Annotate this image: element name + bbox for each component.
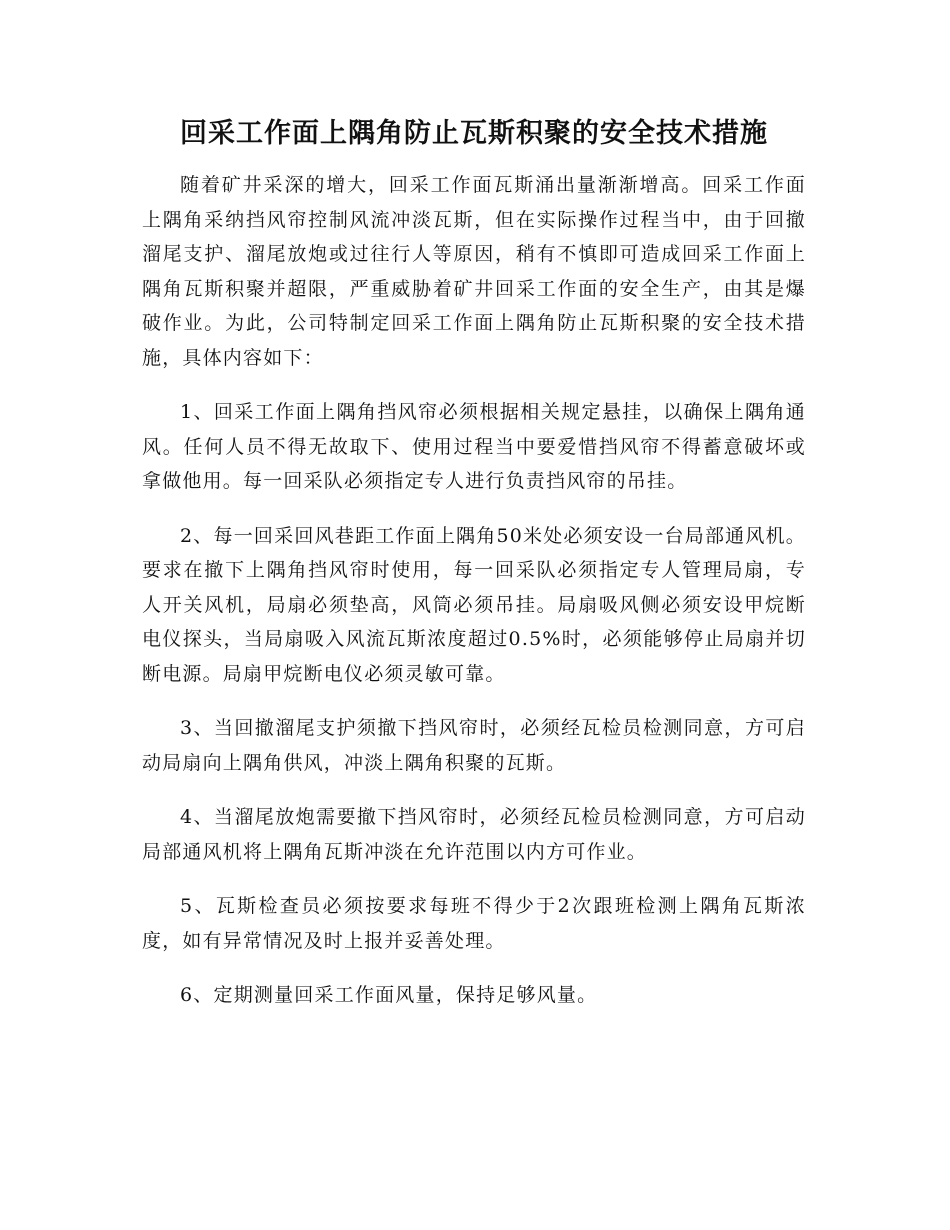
measure-item-3: 3、当回撤溜尾支护须撤下挡风帘时，必须经瓦检员检测同意，方可启动局扇向上隅角供风，冲淡上隅角积聚的瓦斯。 (142, 717, 806, 774)
intro-paragraph: 随着矿井采深的增大，回采工作面瓦斯涌出量渐渐增高。回采工作面上隅角采纳挡风帘控制风流冲淡瓦斯，但在实际操作过程当中，由于回撤溜尾支护、溜尾放炮或过往行人等原因，稍有不慎即可造成回采工作面上隅角瓦斯积聚并超限，严重威胁着矿井回采工作面的安全生产，由其是爆破作业。为此，公司特制定回采工作面上隅角防止瓦斯积聚的安全技术措施，具体内容如下： (142, 174, 806, 369)
measure-item-1: 1、回采工作面上隅角挡风帘必须根据相关规定悬挂，以确保上隅角通风。任何人员不得无故取下、使用过程当中要爱惜挡风帘不得蓄意破坏或拿做他用。每一回采队必须指定专人进行负责挡风帘的吊挂。 (142, 401, 806, 492)
document-page (142, 112, 806, 1033)
document-title: 回采工作面上隅角防止瓦斯积聚的安全技术措施 (180, 118, 768, 149)
measure-item-2: 2、每一回采回风巷距工作面上隅角50米处必须安设一台局部通风机。要求在撤下上隅角挡风帘时使用，每一回采队必须指定专人管理局扇，专人开关风机，局扇必须垫高，风筒必须吊挂。局扇吸风侧必须安设甲烷断电仪探头，当局扇吸入风流瓦斯浓度超过0.5%时，必须能够停止局扇并切断电源。局扇甲烷断电仪必须灵敏可靠。 (142, 524, 806, 685)
measure-item-4: 4、当溜尾放炮需要撤下挡风帘时，必须经瓦检员检测同意，方可启动局部通风机将上隅角瓦斯冲淡在允许范围以内方可作业。 (142, 806, 806, 863)
measure-item-6: 6、定期测量回采工作面风量，保持足够风量。 (180, 984, 598, 1006)
measure-item-5: 5、瓦斯检查员必须按要求每班不得少于2次跟班检测上隅角瓦斯浓度，如有异常情况及时上报并妥善处理。 (142, 895, 806, 952)
